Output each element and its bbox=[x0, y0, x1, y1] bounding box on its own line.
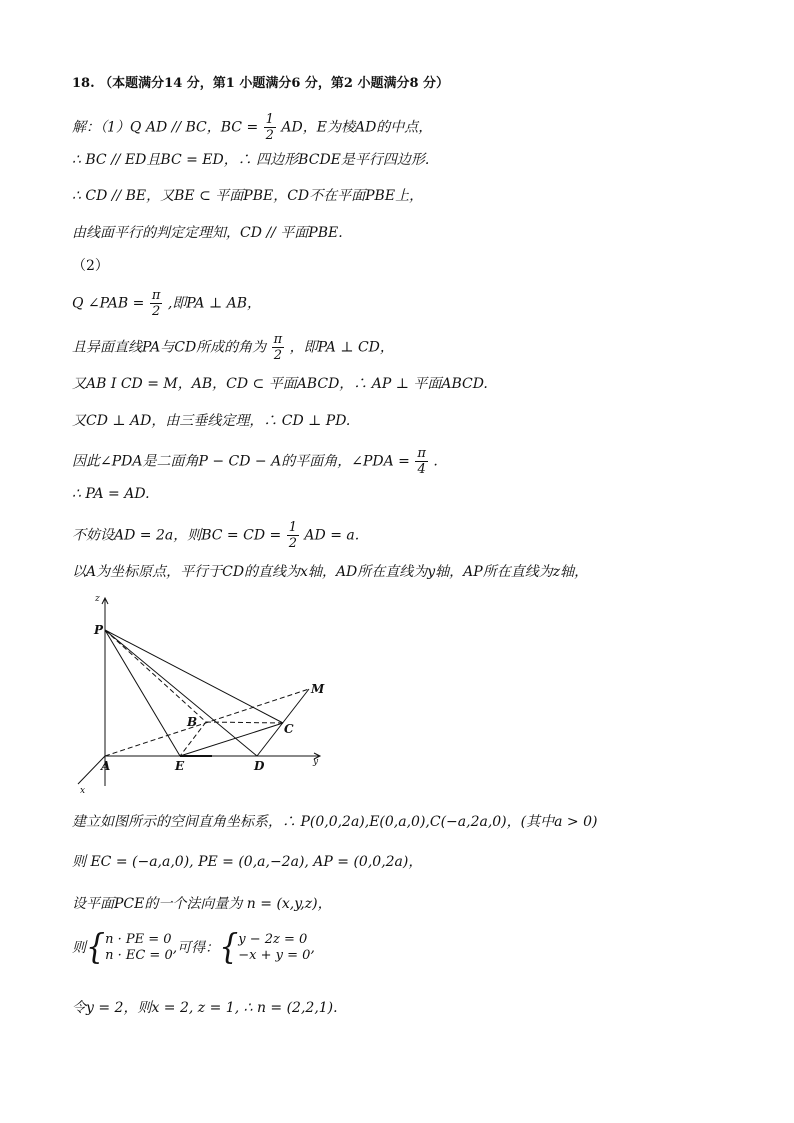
solution-line-8: 又AB I CD = M，AB，CD ⊂ 平面ABCD，∴ AP ⊥ 平面ABCD. bbox=[72, 376, 488, 392]
system-2-row-1: y − 2z = 0 bbox=[238, 932, 308, 947]
label-z-axis: z bbox=[95, 594, 100, 604]
solution-line-18: 令y = 2，则x = 2, z = 1, ∴ n = (2,2,1). bbox=[72, 1000, 338, 1016]
line-1-text-a: 解：（1）Q AD // BC，BC = bbox=[72, 119, 259, 136]
line-10-text-a: 因此∠PDA是二面角P − CD − A的平面角，∠PDA = bbox=[72, 453, 410, 470]
system-2-row-2: −x + y = 0 bbox=[238, 948, 311, 963]
fraction-pi-half bbox=[272, 332, 285, 363]
solution-line-16: 设平面PCE的一个法向量为 n = (x,y,z)， bbox=[72, 896, 332, 912]
solution-line-12 bbox=[72, 520, 359, 551]
fraction-pi-half bbox=[150, 288, 163, 319]
problem-header: 18. （本题满分14 分，第1 小题满分6 分，第2 小题满分8 分） bbox=[72, 76, 450, 91]
label-D: D bbox=[254, 759, 265, 773]
fraction-numerator: π bbox=[273, 332, 283, 347]
fraction-numerator: π bbox=[151, 288, 161, 303]
solution-line-14: 建立如图所示的空间直角坐标系，∴ P(0,0,2a),E(0,a,0),C(−a,2a,0)，(其中a > 0) bbox=[72, 814, 598, 830]
line-12-text-a: 不妨设AD = 2a，则BC = CD = bbox=[72, 527, 282, 544]
part-2-heading: （2） bbox=[72, 258, 109, 274]
line-10-text-b: . bbox=[433, 453, 438, 470]
solution-line-1 bbox=[72, 112, 432, 143]
line-1-text-b: AD，E为棱AD的中点， bbox=[281, 119, 433, 136]
label-B: B bbox=[187, 715, 198, 729]
edge-PE bbox=[105, 630, 180, 756]
solution-line-9: 又CD ⊥ AD，由三垂线定理，∴ CD ⊥ PD. bbox=[72, 413, 351, 429]
line-12-text-b: AD = a. bbox=[304, 527, 360, 544]
label-M: M bbox=[311, 682, 325, 696]
line-17-end: , bbox=[310, 940, 315, 956]
solution-line-17 bbox=[72, 927, 315, 968]
solution-line-2: ∴ BC // ED且BC = ED，∴ 四边形BCDE是平行四边形. bbox=[72, 152, 430, 168]
edge-PB-dashed bbox=[105, 630, 206, 722]
fraction-denominator: 4 bbox=[417, 462, 426, 477]
fraction-half bbox=[264, 112, 276, 143]
equation-system-2 bbox=[238, 932, 310, 964]
equation-system-1 bbox=[105, 932, 173, 964]
line-6-text-a: Q ∠PAB = bbox=[72, 295, 145, 312]
solution-line-10 bbox=[72, 446, 438, 477]
solution-line-3: ∴ CD // BE，又BE ⊂ 平面PBE，CD不在平面PBE上， bbox=[72, 188, 424, 204]
solution-line-7 bbox=[72, 332, 394, 363]
solution-line-4: 由线面平行的判定定理知，CD // 平面PBE. bbox=[72, 225, 343, 241]
solution-line-6 bbox=[72, 288, 261, 319]
label-C: C bbox=[284, 722, 294, 736]
fraction-denominator: 2 bbox=[151, 304, 161, 319]
left-brace-1: { bbox=[86, 927, 106, 968]
label-y-axis: y bbox=[313, 757, 319, 767]
solution-line-13: 以A为坐标原点，平行于CD的直线为x轴，AD所在直线为y轴，AP所在直线为z轴， bbox=[72, 564, 589, 580]
fraction-numerator: 1 bbox=[265, 112, 274, 127]
coordinate-figure bbox=[66, 588, 336, 800]
line-17-middle: ,可得： bbox=[172, 940, 220, 956]
edge-PD bbox=[105, 630, 257, 756]
edge-PC bbox=[105, 630, 283, 723]
label-P: P bbox=[94, 623, 104, 637]
fraction-half bbox=[287, 520, 299, 551]
label-A: A bbox=[101, 759, 111, 773]
line-17-prefix: 则 bbox=[72, 940, 86, 956]
line-6-text-b: ,即PA ⊥ AB， bbox=[167, 295, 261, 312]
system-1-row-1: n · PE = 0 bbox=[105, 932, 172, 947]
left-brace-2: { bbox=[219, 927, 239, 968]
solution-line-11: ∴ PA = AD. bbox=[72, 486, 150, 502]
system-1-row-2: n · EC = 0 bbox=[105, 948, 173, 963]
label-x-axis: x bbox=[80, 786, 86, 796]
fraction-denominator: 2 bbox=[273, 348, 283, 363]
fraction-denominator: 2 bbox=[288, 536, 297, 551]
fraction-numerator: 1 bbox=[288, 520, 297, 535]
solution-line-15: 则 EC = (−a,a,0), PE = (0,a,−2a), AP = (0,0,2a)， bbox=[72, 854, 423, 870]
fraction-numerator: π bbox=[417, 446, 426, 461]
line-7-text-b: ，即PA ⊥ CD， bbox=[289, 339, 394, 356]
line-7-text-a: 且异面直线PA与CD所成的角为 bbox=[72, 339, 267, 356]
label-E: E bbox=[175, 759, 185, 773]
fraction-denominator: 2 bbox=[265, 128, 274, 143]
fraction-pi-quarter bbox=[415, 446, 428, 477]
